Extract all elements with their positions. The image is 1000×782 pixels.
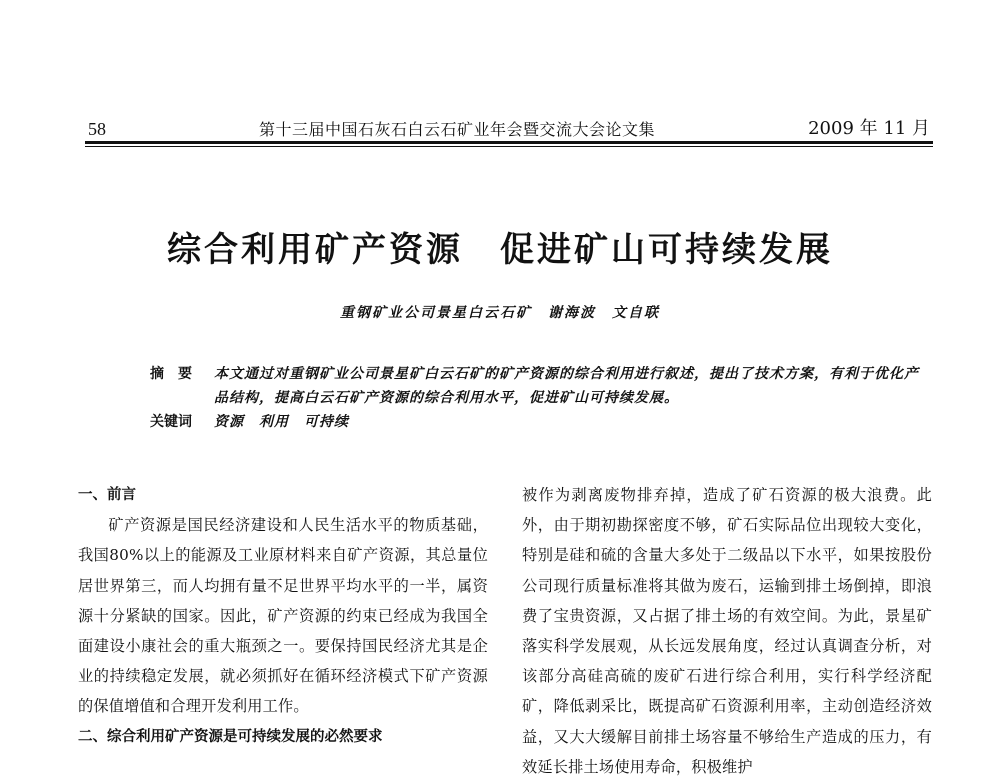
header-rule-thin xyxy=(85,146,933,147)
header-rule-thick xyxy=(85,141,933,144)
keywords-label: 关键词 xyxy=(150,414,192,430)
abstract-text: 本文通过对重钢矿业公司景星矿白云石矿的矿产资源的综合利用进行叙述，提出了技术方案，有利于优化产品结构，提高白云石矿产资源的综合利用水平，促进矿山可持续发展。 xyxy=(214,366,919,406)
page-number: 58 xyxy=(88,119,106,139)
issue-date: 2009 年 11 月 xyxy=(808,118,930,139)
introduction-paragraph: 矿产资源是国民经济建设和人民生活水平的物质基础，我国80%以上的能源及工业原材料来自矿产资源，其总量位居世界第三，而人均拥有量不足世界平均水平的一半，属资源十分紧缺的国家。因此，矿产资源的约束已经成为我国全面建设小康社会的重大瓶颈之一。要保持国民经济尤其是企业的持续稳定发展，就必须抓好在循环经济模式下矿产资源的保值增值和合理开发利用工作。 xyxy=(78,516,488,716)
journal-name: 第十三届中国石灰石白云石矿业年会暨交流大会论文集 xyxy=(259,120,656,139)
continued-paragraph: 被作为剥离废物排弃掉，造成了矿石资源的极大浪费。此外，由于期初勘探密度不够，矿石实际品位出现较大变化，特别是硅和硫的含量大多处于二级品以下水平，如果按股份公司现行质量标准将其做为废石，运输到排土场倒掉，即浪费了宝贵资源，又占据了排土场的有效空间。为此，景星矿落实科学发展观，从长远发展角度，经过认真调查分析，对该部分高硅高硫的废矿石进行综合利用，实行科学经济配矿，降低剥采比，既提高矿石资源利用率，主动创造经济效益，又大大缓解目前排土场容量不够给生产造成的压力，有效延长排土场使用寿命，积极维护 xyxy=(522,486,932,776)
author-byline: 重钢矿业公司景星白云石矿 谢海波 文自联 xyxy=(340,305,660,321)
keywords-row xyxy=(150,410,920,434)
body-column-left xyxy=(78,480,488,752)
keywords-text: 资源 利用 可持续 xyxy=(214,414,349,430)
abstract-block xyxy=(150,362,920,434)
body-column-right xyxy=(522,480,932,782)
article-title: 综合利用矿产资源 促进矿山可持续发展 xyxy=(167,230,833,270)
abstract-label: 摘 要 xyxy=(150,366,192,382)
abstract-row xyxy=(150,362,920,410)
running-header xyxy=(88,112,930,140)
section-heading-introduction: 一、前言 xyxy=(78,487,136,503)
section-heading-requirement: 二、综合利用矿产资源是可持续发展的必然要求 xyxy=(78,728,383,745)
